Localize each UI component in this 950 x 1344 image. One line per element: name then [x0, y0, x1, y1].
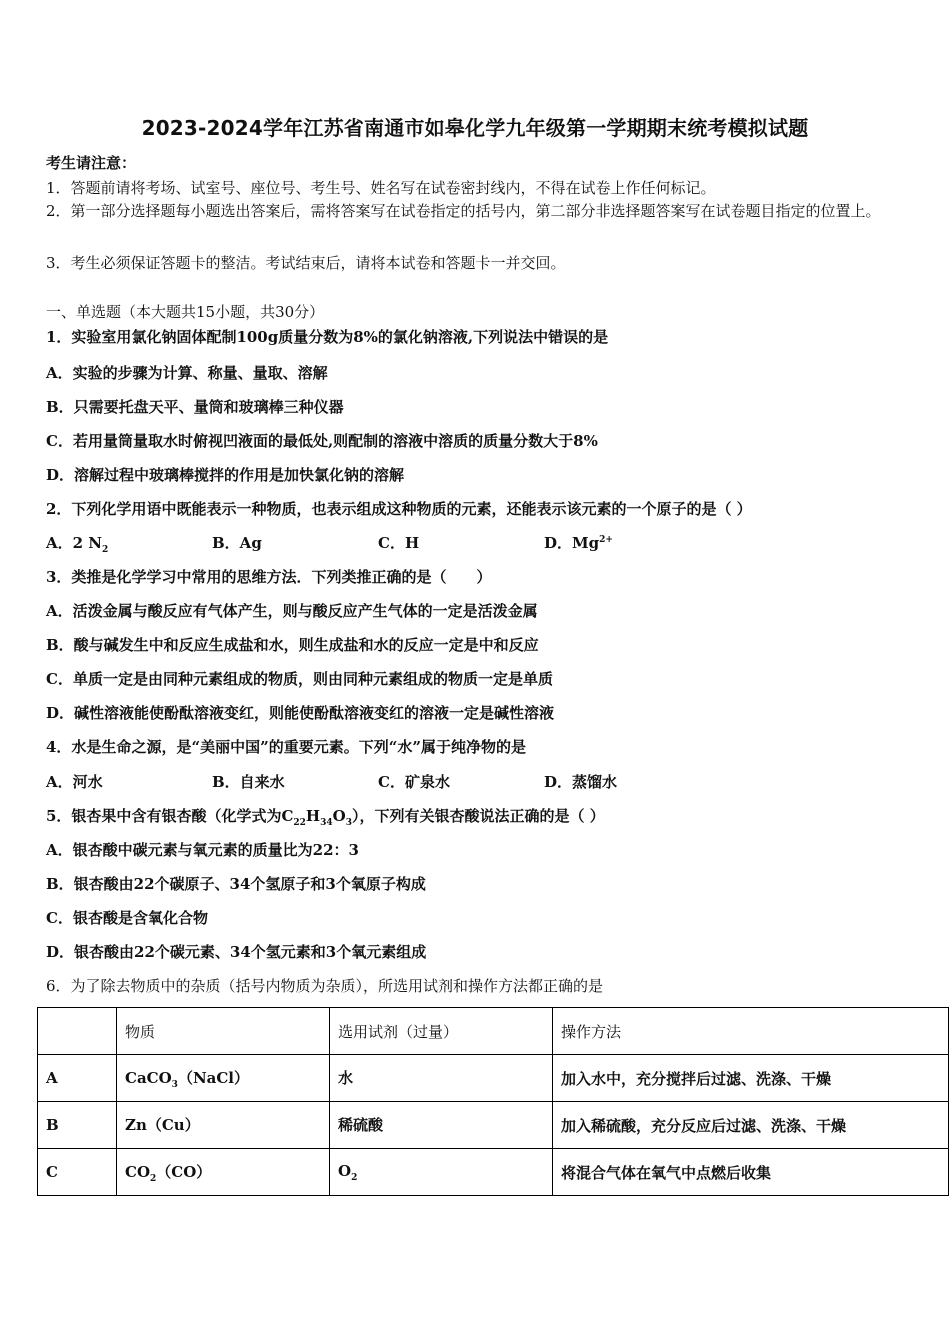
notice-2: 2．第一部分选择题每小题选出答案后，需将答案写在试卷指定的括号内，第二部分非选择题答案写在试卷题目指定的位置上。: [46, 202, 881, 220]
q5-option-a: A．银杏酸中碳元素与氧元素的质量比为22：3: [46, 841, 359, 859]
q5-option-b: B．银杏酸由22个碳原子、34个氢原子和3个氧原子构成: [46, 875, 426, 893]
q2-stem: 2．下列化学用语中既能表示一种物质，也表示组成这种物质的元素，还能表示该元素的一个原子的是（ ）: [46, 500, 752, 518]
q1-option-c: C．若用量筒量取水时俯视凹液面的最低处,则配制的溶液中溶质的质量分数大于8%: [46, 432, 598, 450]
table-row: [38, 1149, 949, 1196]
q4-stem: 4．水是生命之源，是“美丽中国”的重要元素。下列“水”属于纯净物的是: [46, 738, 526, 756]
q3-option-b: B．酸与碱发生中和反应生成盐和水，则生成盐和水的反应一定是中和反应: [46, 636, 539, 654]
q4-option-b: B．自来水: [212, 773, 285, 791]
q4-option-d: D．蒸馏水: [544, 773, 618, 791]
q3-option-d: D．碱性溶液能使酚酞溶液变红，则能使酚酞溶液变红的溶液一定是碱性溶液: [46, 704, 555, 722]
q1-option-b: B．只需要托盘天平、量筒和玻璃棒三种仪器: [46, 398, 344, 416]
q2-option-d: D．$Mg^{2+}$: [544, 534, 613, 552]
q1-stem: 1．实验室用氯化钠固体配制100g质量分数为8%的氯化钠溶液,下列说法中错误的是: [46, 328, 609, 346]
row-substance: $CO_2(CO)$: [117, 1149, 330, 1196]
q2-option-a: A．2 $N_2$: [46, 534, 109, 555]
table-header-cell: 物质: [117, 1008, 330, 1055]
q3-option-a: A．活泼金属与酸反应有气体产生，则与酸反应产生气体的一定是活泼金属: [46, 602, 538, 620]
q4-option-c: C．矿泉水: [378, 773, 450, 791]
q2-options: [46, 532, 613, 555]
q3-option-c: C．单质一定是由同种元素组成的物质，则由同种元素组成的物质一定是单质: [46, 670, 553, 688]
row-method: 将混合气体在氧气中点燃后收集: [553, 1149, 949, 1196]
q4-options: [46, 771, 617, 792]
row-method: 加入水中，充分搅拌后过滤、洗涤、干燥: [553, 1055, 949, 1102]
q2-option-c: C．H: [378, 534, 420, 552]
q2-option-b: B．Ag: [212, 534, 262, 552]
row-label: C: [38, 1149, 117, 1196]
q5-option-d: D．银杏酸由22个碳元素、34个氢元素和3个氧元素组成: [46, 943, 427, 961]
q1-option-a: A．实验的步骤为计算、称量、量取、溶解: [46, 364, 328, 382]
page-title: 2023-2024学年江苏省南通市如皋化学九年级第一学期期末统考模拟试题: [141, 116, 809, 140]
q3-stem: 3．类推是化学学习中常用的思维方法．下列类推正确的是（ ）: [46, 568, 492, 586]
row-substance: CaCO$_3$（NaCl）: [117, 1055, 330, 1102]
q5-stem: 5．银杏果中含有银杏酸（化学式为$C_{22}H_{34}O_3$），下列有关银杏酸说法正确的是（ ）: [46, 807, 605, 828]
q1-option-d: D．溶解过程中玻璃棒搅拌的作用是加快氯化钠的溶解: [46, 466, 405, 484]
q6-table: [37, 1007, 949, 1196]
notice-heading: 考生请注意：: [46, 154, 137, 172]
row-reagent: 稀硫酸: [330, 1102, 553, 1149]
q6-stem: 6．为了除去物质中的杂质（括号内物质为杂质），所选用试剂和操作方法都正确的是: [46, 977, 604, 995]
row-reagent: $O_2$: [330, 1149, 553, 1196]
row-reagent: 水: [330, 1055, 553, 1102]
table-header-cell: 操作方法: [553, 1008, 949, 1055]
section-heading: 一、单选题（本大题共15小题，共30分）: [46, 303, 325, 321]
notice-1: 1．答题前请将考场、试室号、座位号、考生号、姓名写在试卷密封线内，不得在试卷上作任何标记。: [46, 179, 716, 197]
row-label: B: [38, 1102, 117, 1149]
table-header-row: [38, 1008, 949, 1055]
q4-option-a: A．河水: [46, 773, 103, 791]
row-substance: Zn（Cu）: [117, 1102, 330, 1149]
table-header-cell: 选用试剂（过量）: [330, 1008, 553, 1055]
q5-option-c: C．银杏酸是含氧化合物: [46, 909, 208, 927]
notice-3: 3．考生必须保证答题卡的整洁。考试结束后，请将本试卷和答题卡一并交回。: [46, 254, 566, 272]
row-label: A: [38, 1055, 117, 1102]
row-method: 加入稀硫酸，充分反应后过滤、洗涤、干燥: [553, 1102, 949, 1149]
table-header-cell: [38, 1008, 117, 1055]
table-row: [38, 1055, 949, 1102]
table-row: [38, 1102, 949, 1149]
